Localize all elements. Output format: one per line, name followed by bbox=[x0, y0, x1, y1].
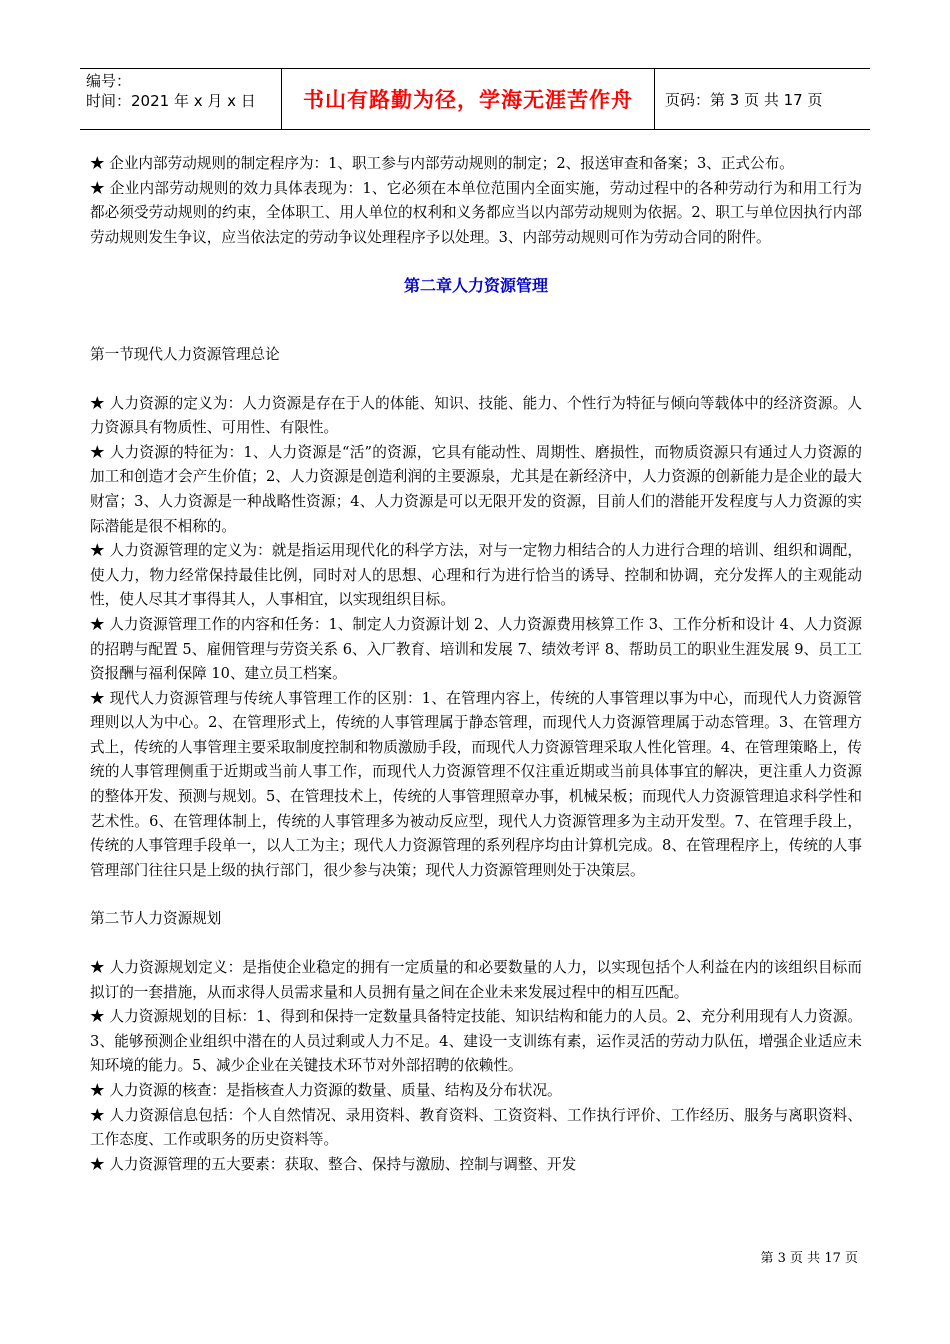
paragraph: ★ 人力资源规划的目标：1、得到和保持一定数量具备特定技能、知识结构和能力的人员。2、充分利用现有人力资源。3、能够预测企业组织中潜在的人员过剩或人力不足。4、建设一支训练有素，运作灵活的劳动力队伍，增强企业适应未知环境的能力。5、减少企业在关键技术环节对外部招聘的依赖性。 bbox=[90, 1008, 862, 1075]
paragraph: ★ 人力资源的核查：是指核查人力资源的数量、质量、结构及分布状况。 bbox=[90, 1082, 562, 1099]
doc-date-label: 时间：2021 年 x 月 x 日 bbox=[86, 92, 256, 110]
spacer bbox=[90, 883, 862, 907]
doc-number-label: 编号： bbox=[86, 72, 132, 90]
document-body bbox=[90, 152, 862, 1177]
page-header bbox=[80, 68, 870, 130]
paragraph: ★ 人力资源信息包括：个人自然情况、录用资料、教育资料、工资资料、工作执行评价、工作经历、服务与离职资料、工作态度、工作或职务的历史资料等。 bbox=[90, 1106, 862, 1149]
page-footer-number: 第 3 页 共 17 页 bbox=[760, 1251, 858, 1266]
chapter-title: 第二章人力资源管理 bbox=[403, 276, 548, 296]
paragraph: ★ 人力资源管理的定义为：就是指运用现代化的科学方法，对与一定物力相结合的人力进行合理的培训、组织和调配，使人力，物力经常保持最佳比例，同时对人的思想、心理和行为进行恰当的诱导、控制和协调，充分发挥人的主观能动性，使人尽其才事得其人，人事相宜，以实现组织目标。 bbox=[90, 542, 862, 609]
paragraph: ★ 人力资源规划定义：是指使企业稳定的拥有一定质量的和必要数量的人力，以实现包括个人利益在内的该组织目标而拟订的一套措施，从而求得人员需求量和人员拥有量之间在企业未来发展过程中的相互匹配。 bbox=[90, 959, 862, 1001]
paragraph: ★ 人力资源管理的五大要素：获取、整合、保持与激励、控制与调整、开发 bbox=[90, 1155, 577, 1173]
header-page-number: 页码：第 3 页 共 17 页 bbox=[665, 90, 823, 109]
section-title: 第一节现代人力资源管理总论 bbox=[90, 345, 280, 363]
paragraph: ★ 现代人力资源管理与传统人事管理工作的区别：1、在管理内容上，传统的人事管理以事为中心，而现代人力资源管理则以人为中心。2、在管理形式上，传统的人事管理属于静态管理，而现代人力资源管理属于动态管理。3、在管理方式上，传统的人事管理主要采取制度控制和物质激励手段，而现代人力资源管理采取人性化管理。4、在管理策略上，传统的人事管理侧重于近期或当前人事工作，而现代人力资源管理不仅注重近期或当前具体事宜的解决，更注重人力资源的整体开发、预测与规划。5、在管理技术上，传统的人事管理照章办事，机械呆板；而现代人力资源管理追求科学性和艺术性。6、在管理体制上，传统的人事管理多为被动反应型，现代人力资源管理多为主动开发型。7、在管理手段上，传统的人事管理手段单一，以人工为主；现代人力资源管理的系列程序均由计算机完成。8、在管理程序上，传统的人事管理部门往往只是上级的执行部门，很少参与决策；现代人力资源管理则处于决策层。 bbox=[90, 689, 862, 879]
section-title: 第二节人力资源规划 bbox=[90, 910, 222, 928]
paragraph: ★ 人力资源管理工作的内容和任务：1、制定人力资源计划 2、人力资源费用核算工作 3、工作分析和设计 4、人力资源的招聘与配置 5、雇佣管理与劳资关系 6、入厂教育、培训和发展 7、绩效考评 8、帮助员工的职业生涯发展 9、员工工资报酬与福利保障 10、建立员工档案。 bbox=[90, 615, 862, 683]
paragraph: ★ 企业内部劳动规则的制定程序为：1、职工参与内部劳动规则的制定；2、报送审查和备案；3、正式公布。 bbox=[90, 155, 794, 172]
header-motto: 书山有路勤为径，学海无涯苦作舟 bbox=[282, 69, 655, 129]
header-meta bbox=[80, 69, 282, 129]
paragraph: ★ 人力资源的定义为：人力资源是存在于人的体能、知识、技能、能力、个性行为特征与倾向等载体中的经济资源。人力资源具有物质性、可用性、有限性。 bbox=[90, 394, 862, 437]
paragraph: ★ 企业内部劳动规则的效力具体表现为：1、它必须在本单位范围内全面实施，劳动过程中的各种劳动行为和用工行为都必须受劳动规则的约束，全体职工、用人单位的权利和义务都应当以内部劳动规则为依据。2、职工与单位因执行内部劳动规则发生争议，应当依法定的劳动争议处理程序予以处理。3、内部劳动规则可作为劳动合同的附件。 bbox=[90, 179, 862, 246]
paragraph: ★ 人力资源的特征为：1、人力资源是“活”的资源，它具有能动性、周期性、磨损性，而物质资源只有通过人力资源的加工和创造才会产生价值；2、人力资源是创造利润的主要源泉，尤其是在新经济中，人力资源的创新能力是企业的最大财富；3、人力资源是一种战略性资源；4、人力资源是可以无限开发的资源，目前人们的潜能开发程度与人力资源的实际潜能是很不相称的。 bbox=[90, 443, 862, 535]
